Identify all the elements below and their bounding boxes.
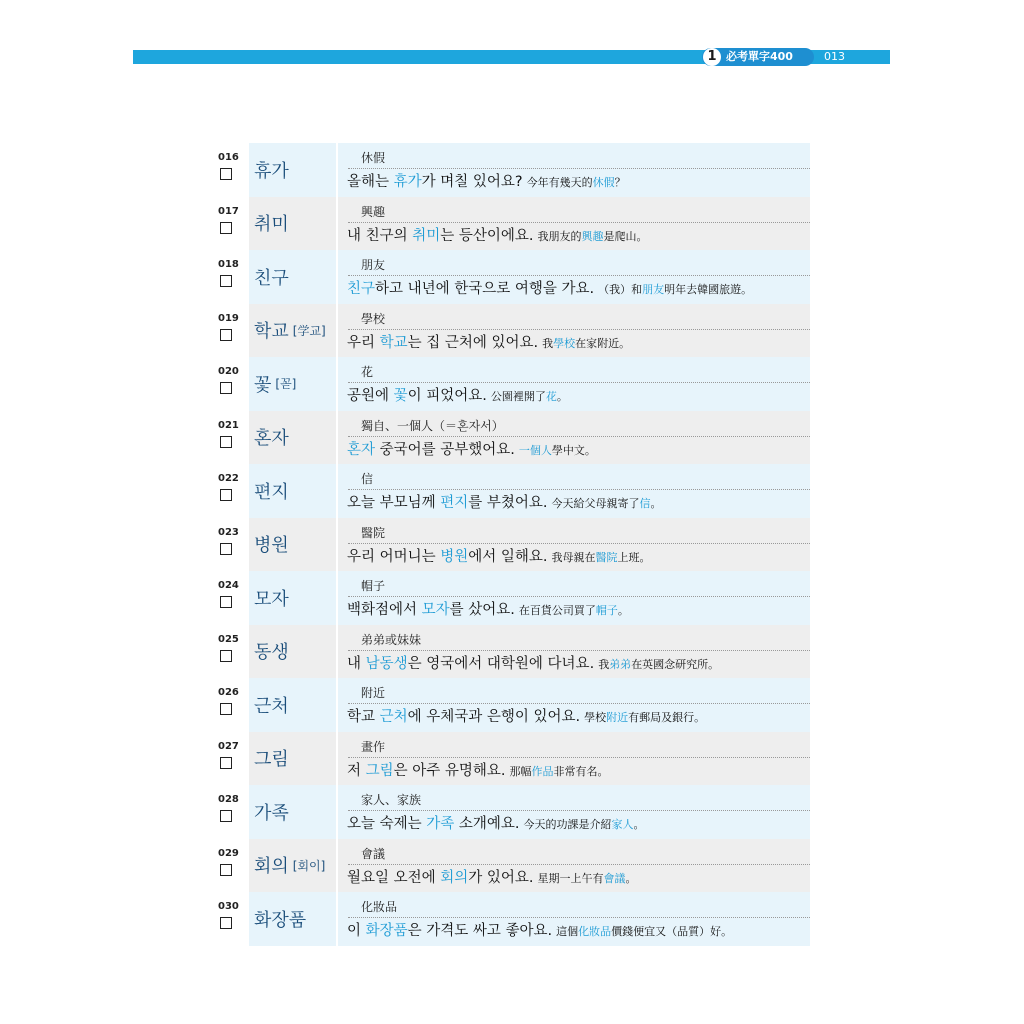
entry-number: 029 — [218, 847, 239, 859]
translation-text: 今天的功課是介紹 — [523, 818, 612, 831]
highlighted-word: 화장품 — [365, 923, 408, 939]
translation-text: 我 — [598, 657, 610, 671]
meaning: 醫院 — [361, 525, 386, 540]
example-sentence — [347, 867, 637, 889]
dotted-divider — [348, 650, 810, 651]
entry-number: 028 — [218, 794, 239, 805]
example-korean — [347, 442, 515, 458]
translation-text: 我 — [542, 336, 554, 350]
highlighted-word: 편지 — [440, 495, 469, 511]
example-sentence — [347, 813, 645, 835]
example-korean — [347, 174, 523, 190]
checkbox[interactable] — [220, 436, 232, 448]
sentence-text: 은 영국에서 대학원에 다녀요. — [407, 655, 595, 672]
dotted-divider — [348, 382, 810, 383]
headword-korean: 학교 — [254, 321, 289, 343]
example-sentence — [347, 385, 568, 407]
meaning: 獨自、一個人（＝혼자서） — [361, 418, 504, 433]
translation-text: 明年去韓國旅遊。 — [664, 283, 753, 296]
translation-text: 公園裡開了 — [490, 390, 546, 403]
entry-number-column — [215, 143, 249, 197]
entry-number: 030 — [218, 901, 239, 912]
highlighted-word: 花 — [545, 390, 557, 403]
entry-content — [338, 785, 810, 839]
headword-korean: 화장품 — [254, 909, 307, 931]
headword-korean: 편지 — [254, 481, 289, 503]
checkbox[interactable] — [220, 275, 232, 287]
highlighted-word: 그림 — [365, 762, 394, 779]
example-sentence — [347, 920, 732, 942]
vocab-entry — [215, 518, 810, 572]
meaning: 花 — [361, 365, 374, 379]
headword — [249, 304, 338, 358]
entry-number-column — [215, 839, 249, 893]
headword — [249, 571, 338, 625]
example-korean — [347, 228, 534, 244]
highlighted-word: 休假 — [592, 176, 615, 189]
entry-number: 024 — [218, 580, 239, 591]
dotted-divider — [348, 222, 810, 223]
entry-content — [338, 197, 810, 251]
checkbox[interactable] — [220, 329, 232, 341]
sentence-text: 내 — [347, 655, 366, 672]
example-chinese — [491, 390, 568, 403]
sentence-text: 에 우체국과 은행이 있어요. — [407, 709, 581, 725]
headword-korean: 취미 — [254, 214, 289, 236]
meaning: 化妝品 — [361, 900, 398, 914]
sentence-text: 이 피었어요. — [407, 388, 487, 404]
entry-number-column — [215, 197, 249, 251]
example-korean — [347, 816, 520, 832]
entry-number-column — [215, 357, 249, 411]
headword-korean: 모자 — [254, 588, 289, 610]
vocab-entry — [215, 304, 810, 358]
example-sentence — [347, 706, 705, 728]
entry-number: 020 — [218, 366, 239, 377]
entry-content — [338, 411, 810, 465]
headword — [249, 892, 338, 946]
meaning: 朋友 — [361, 258, 386, 272]
meaning: 興趣 — [361, 204, 386, 219]
checkbox[interactable] — [220, 489, 232, 501]
example-korean — [347, 495, 548, 511]
translation-text: 學中文。 — [551, 443, 596, 457]
highlighted-word: 모자 — [421, 602, 450, 618]
highlighted-word: 會議 — [603, 871, 626, 885]
translation-text: （我）和 — [598, 283, 643, 296]
vocab-entry — [215, 411, 810, 465]
vocab-entry — [215, 892, 810, 946]
sentence-text: 중국어를 공부했어요. — [375, 441, 515, 458]
entry-content — [338, 518, 810, 572]
highlighted-word: 醫院 — [595, 550, 618, 564]
headword-korean: 병원 — [254, 535, 289, 557]
example-korean — [347, 763, 506, 779]
highlighted-word: 학교 — [379, 334, 408, 351]
dotted-divider — [348, 596, 810, 597]
translation-text: 那幅 — [509, 764, 532, 778]
checkbox[interactable] — [220, 650, 232, 662]
entry-content — [338, 839, 810, 893]
highlighted-word: 作品 — [531, 764, 554, 778]
highlighted-word: 혼자 — [347, 441, 376, 458]
entry-number-column — [215, 678, 249, 732]
entry-content — [338, 678, 810, 732]
sentence-text: 오늘 숙제는 — [347, 816, 427, 832]
dotted-divider — [348, 543, 810, 544]
highlighted-word: 學校 — [553, 336, 576, 350]
example-korean — [347, 549, 548, 565]
highlighted-word: 친구 — [347, 281, 376, 297]
headword — [249, 464, 338, 518]
headword-korean: 근처 — [254, 695, 289, 717]
sentence-text: 은 가격도 싸고 좋아요. — [407, 923, 553, 939]
sentence-text: 내 친구의 — [347, 227, 413, 244]
sentence-text: 올해는 — [347, 174, 394, 190]
headword-korean: 친구 — [254, 267, 289, 289]
example-chinese — [584, 711, 705, 724]
vocab-entry — [215, 357, 810, 411]
entry-number: 016 — [218, 152, 239, 163]
headword-korean: 그림 — [254, 749, 289, 771]
sentence-text: 공원에 — [347, 388, 394, 404]
example-sentence — [347, 278, 752, 300]
checkbox[interactable] — [220, 596, 232, 608]
example-chinese — [538, 872, 637, 885]
vocab-entry — [215, 785, 810, 839]
headword-korean: 휴가 — [254, 160, 289, 182]
dotted-divider — [348, 275, 810, 276]
translation-text: 。 — [556, 390, 568, 403]
entry-content — [338, 571, 810, 625]
vocab-entry — [215, 732, 810, 786]
translation-text: 在家附近。 — [575, 336, 631, 350]
highlighted-word: 병원 — [440, 548, 469, 565]
translation-text: 星期一上午有 — [537, 871, 604, 885]
sentence-text: 를 부쳤어요. — [468, 495, 548, 511]
entry-content — [338, 464, 810, 518]
sentence-text: 하고 내년에 한국으로 여행을 가요. — [375, 281, 595, 297]
dotted-divider — [348, 329, 810, 330]
meaning: 畫作 — [361, 739, 386, 754]
sentence-text: 오늘 부모님께 — [347, 495, 441, 511]
example-sentence — [347, 492, 662, 514]
dotted-divider — [348, 703, 810, 704]
example-chinese — [538, 230, 648, 243]
entry-content — [338, 250, 810, 304]
example-chinese — [519, 604, 629, 617]
headword-korean: 가족 — [254, 802, 289, 824]
vocab-entry — [215, 143, 810, 197]
translation-text: 學校 — [584, 711, 607, 724]
translation-text: ？ — [614, 176, 626, 189]
highlighted-word: 興趣 — [581, 229, 604, 243]
headword — [249, 678, 338, 732]
highlighted-word: 家人 — [611, 818, 634, 831]
example-chinese — [552, 551, 651, 564]
entry-number-column — [215, 250, 249, 304]
meaning: 信 — [361, 472, 374, 486]
example-korean — [347, 335, 538, 351]
entry-number: 025 — [218, 633, 239, 645]
translation-text: 是爬山。 — [603, 229, 648, 243]
example-sentence — [347, 546, 651, 568]
translation-text: 價錢便宜又（品質）好。 — [611, 925, 733, 938]
sentence-text: 는 등산이에요. — [440, 227, 534, 244]
entry-number: 017 — [218, 205, 239, 217]
vocab-entry — [215, 571, 810, 625]
vocab-entry — [215, 839, 810, 893]
example-chinese — [598, 283, 752, 296]
example-chinese — [598, 658, 719, 671]
dotted-divider — [348, 489, 810, 490]
highlighted-word: 취미 — [412, 227, 441, 244]
headword — [249, 411, 338, 465]
translation-text: 有郵局及銀行。 — [628, 711, 706, 724]
translation-text: 非常有名。 — [553, 764, 609, 778]
dotted-divider — [348, 917, 810, 918]
translation-text: 在英國念研究所。 — [631, 657, 720, 671]
example-sentence — [347, 171, 626, 193]
highlighted-word: 회의 — [440, 869, 469, 886]
example-chinese — [510, 765, 609, 778]
example-sentence — [347, 653, 719, 675]
checkbox[interactable] — [220, 382, 232, 394]
vocabulary-list — [215, 143, 810, 946]
translation-text: 這個 — [556, 925, 579, 938]
headword-pronunciation: [学교] — [292, 323, 326, 338]
highlighted-word: 휴가 — [393, 174, 422, 190]
highlighted-word: 一個人 — [518, 443, 552, 457]
example-chinese — [519, 444, 596, 457]
translation-text: 今年有幾天的 — [526, 176, 593, 189]
translation-text: 我朋友的 — [537, 229, 582, 243]
entry-content — [338, 357, 810, 411]
example-korean — [347, 709, 580, 725]
entry-number: 023 — [218, 526, 239, 538]
headword — [249, 197, 338, 251]
entry-number-column — [215, 464, 249, 518]
headword — [249, 143, 338, 197]
entry-number-column — [215, 892, 249, 946]
translation-text: 。 — [633, 818, 645, 831]
entry-number-column — [215, 518, 249, 572]
highlighted-word: 근처 — [379, 709, 408, 725]
sentence-text: 가 있어요. — [468, 869, 534, 886]
sentence-text: 소개예요. — [454, 816, 520, 832]
meaning: 會議 — [361, 846, 386, 861]
headword — [249, 625, 338, 679]
translation-text: 我母親在 — [551, 550, 596, 564]
meaning: 家人、家族 — [361, 793, 422, 807]
example-korean — [347, 281, 594, 297]
highlighted-word: 附近 — [606, 711, 629, 724]
headword-korean: 혼자 — [254, 428, 289, 450]
example-chinese — [527, 176, 626, 189]
sentence-text: 에서 일해요. — [468, 548, 548, 565]
sentence-text: 저 — [347, 762, 366, 779]
entry-number-column — [215, 411, 249, 465]
headword — [249, 357, 338, 411]
checkbox[interactable] — [220, 917, 232, 929]
vocab-entry — [215, 678, 810, 732]
headword-korean: 동생 — [254, 642, 289, 664]
highlighted-word: 가족 — [426, 816, 455, 832]
headword-pronunciation: [회이] — [292, 858, 326, 873]
headword-korean: 회의 — [254, 856, 289, 878]
checkbox[interactable] — [220, 168, 232, 180]
entry-content — [338, 143, 810, 197]
example-korean — [347, 923, 552, 939]
vocab-entry — [215, 464, 810, 518]
meaning: 帽子 — [361, 579, 386, 593]
dotted-divider — [348, 757, 810, 758]
example-sentence — [347, 760, 609, 782]
sentence-text: 학교 — [347, 709, 380, 725]
example-sentence — [347, 439, 596, 461]
entry-number: 018 — [218, 259, 239, 270]
translation-text: 。 — [650, 497, 662, 510]
entry-number: 022 — [218, 473, 239, 484]
entry-number-column — [215, 571, 249, 625]
highlighted-word: 化妝品 — [578, 925, 612, 938]
sentence-text: 는 집 근처에 있어요. — [407, 334, 539, 351]
translation-text: 。 — [617, 604, 629, 617]
headword-pronunciation: [꼳] — [275, 377, 297, 392]
entry-content — [338, 625, 810, 679]
entry-number-column — [215, 785, 249, 839]
sentence-text: 를 샀어요. — [449, 602, 515, 618]
entry-number-column — [215, 625, 249, 679]
entry-number-column — [215, 732, 249, 786]
dotted-divider — [348, 436, 810, 437]
highlighted-word: 帽子 — [595, 604, 618, 617]
sentence-text: 우리 어머니는 — [347, 548, 441, 565]
entry-number: 026 — [218, 687, 239, 698]
highlighted-word: 信 — [639, 497, 651, 510]
meaning: 休假 — [361, 151, 386, 165]
sentence-text: 가 며칠 있어요? — [421, 174, 523, 190]
page-number: 013 — [824, 50, 845, 63]
highlighted-word: 남동생 — [365, 655, 408, 672]
example-sentence — [347, 599, 629, 621]
entry-content — [338, 732, 810, 786]
headword — [249, 518, 338, 572]
entry-content — [338, 304, 810, 358]
entry-number-column — [215, 304, 249, 358]
headword-korean: 꽃 — [254, 374, 272, 396]
entry-number: 027 — [218, 740, 239, 752]
checkbox[interactable] — [220, 757, 232, 769]
translation-text: 。 — [625, 871, 637, 885]
chapter-title: 必考單字400 — [726, 50, 793, 63]
example-chinese — [556, 925, 732, 938]
example-chinese — [552, 497, 662, 510]
example-chinese — [542, 337, 630, 350]
entry-content — [338, 892, 810, 946]
example-korean — [347, 388, 487, 404]
headword — [249, 839, 338, 893]
example-chinese — [524, 818, 645, 831]
meaning: 弟弟或妹妹 — [361, 632, 422, 647]
meaning: 附近 — [361, 686, 386, 700]
example-sentence — [347, 332, 630, 354]
checkbox[interactable] — [220, 703, 232, 715]
chapter-number: 1 — [703, 48, 721, 66]
vocab-entry — [215, 197, 810, 251]
meaning: 學校 — [361, 311, 386, 326]
sentence-text: 이 — [347, 923, 366, 939]
translation-text: 在百貨公司買了 — [518, 604, 596, 617]
highlighted-word: 꽃 — [393, 388, 408, 404]
sentence-text: 월요일 오전에 — [347, 869, 441, 886]
sentence-text: 우리 — [347, 334, 380, 351]
translation-text: 上班。 — [617, 550, 651, 564]
example-korean — [347, 602, 515, 618]
translation-text: 今天給父母親寄了 — [551, 497, 640, 510]
headword — [249, 250, 338, 304]
sentence-text: 백화점에서 — [347, 602, 422, 618]
sentence-text: 은 아주 유명해요. — [393, 762, 506, 779]
highlighted-word: 朋友 — [642, 283, 665, 296]
checkbox[interactable] — [220, 810, 232, 822]
vocab-entry — [215, 625, 810, 679]
example-sentence — [347, 225, 648, 247]
entry-number: 019 — [218, 312, 239, 324]
highlighted-word: 弟弟 — [609, 657, 632, 671]
checkbox[interactable] — [220, 543, 232, 555]
example-korean — [347, 870, 534, 886]
dotted-divider — [348, 168, 810, 169]
checkbox[interactable] — [220, 222, 232, 234]
checkbox[interactable] — [220, 864, 232, 876]
vocab-entry — [215, 250, 810, 304]
entry-number: 021 — [218, 419, 239, 431]
headword — [249, 785, 338, 839]
headword — [249, 732, 338, 786]
example-korean — [347, 656, 594, 672]
dotted-divider — [348, 864, 810, 865]
dotted-divider — [348, 810, 810, 811]
